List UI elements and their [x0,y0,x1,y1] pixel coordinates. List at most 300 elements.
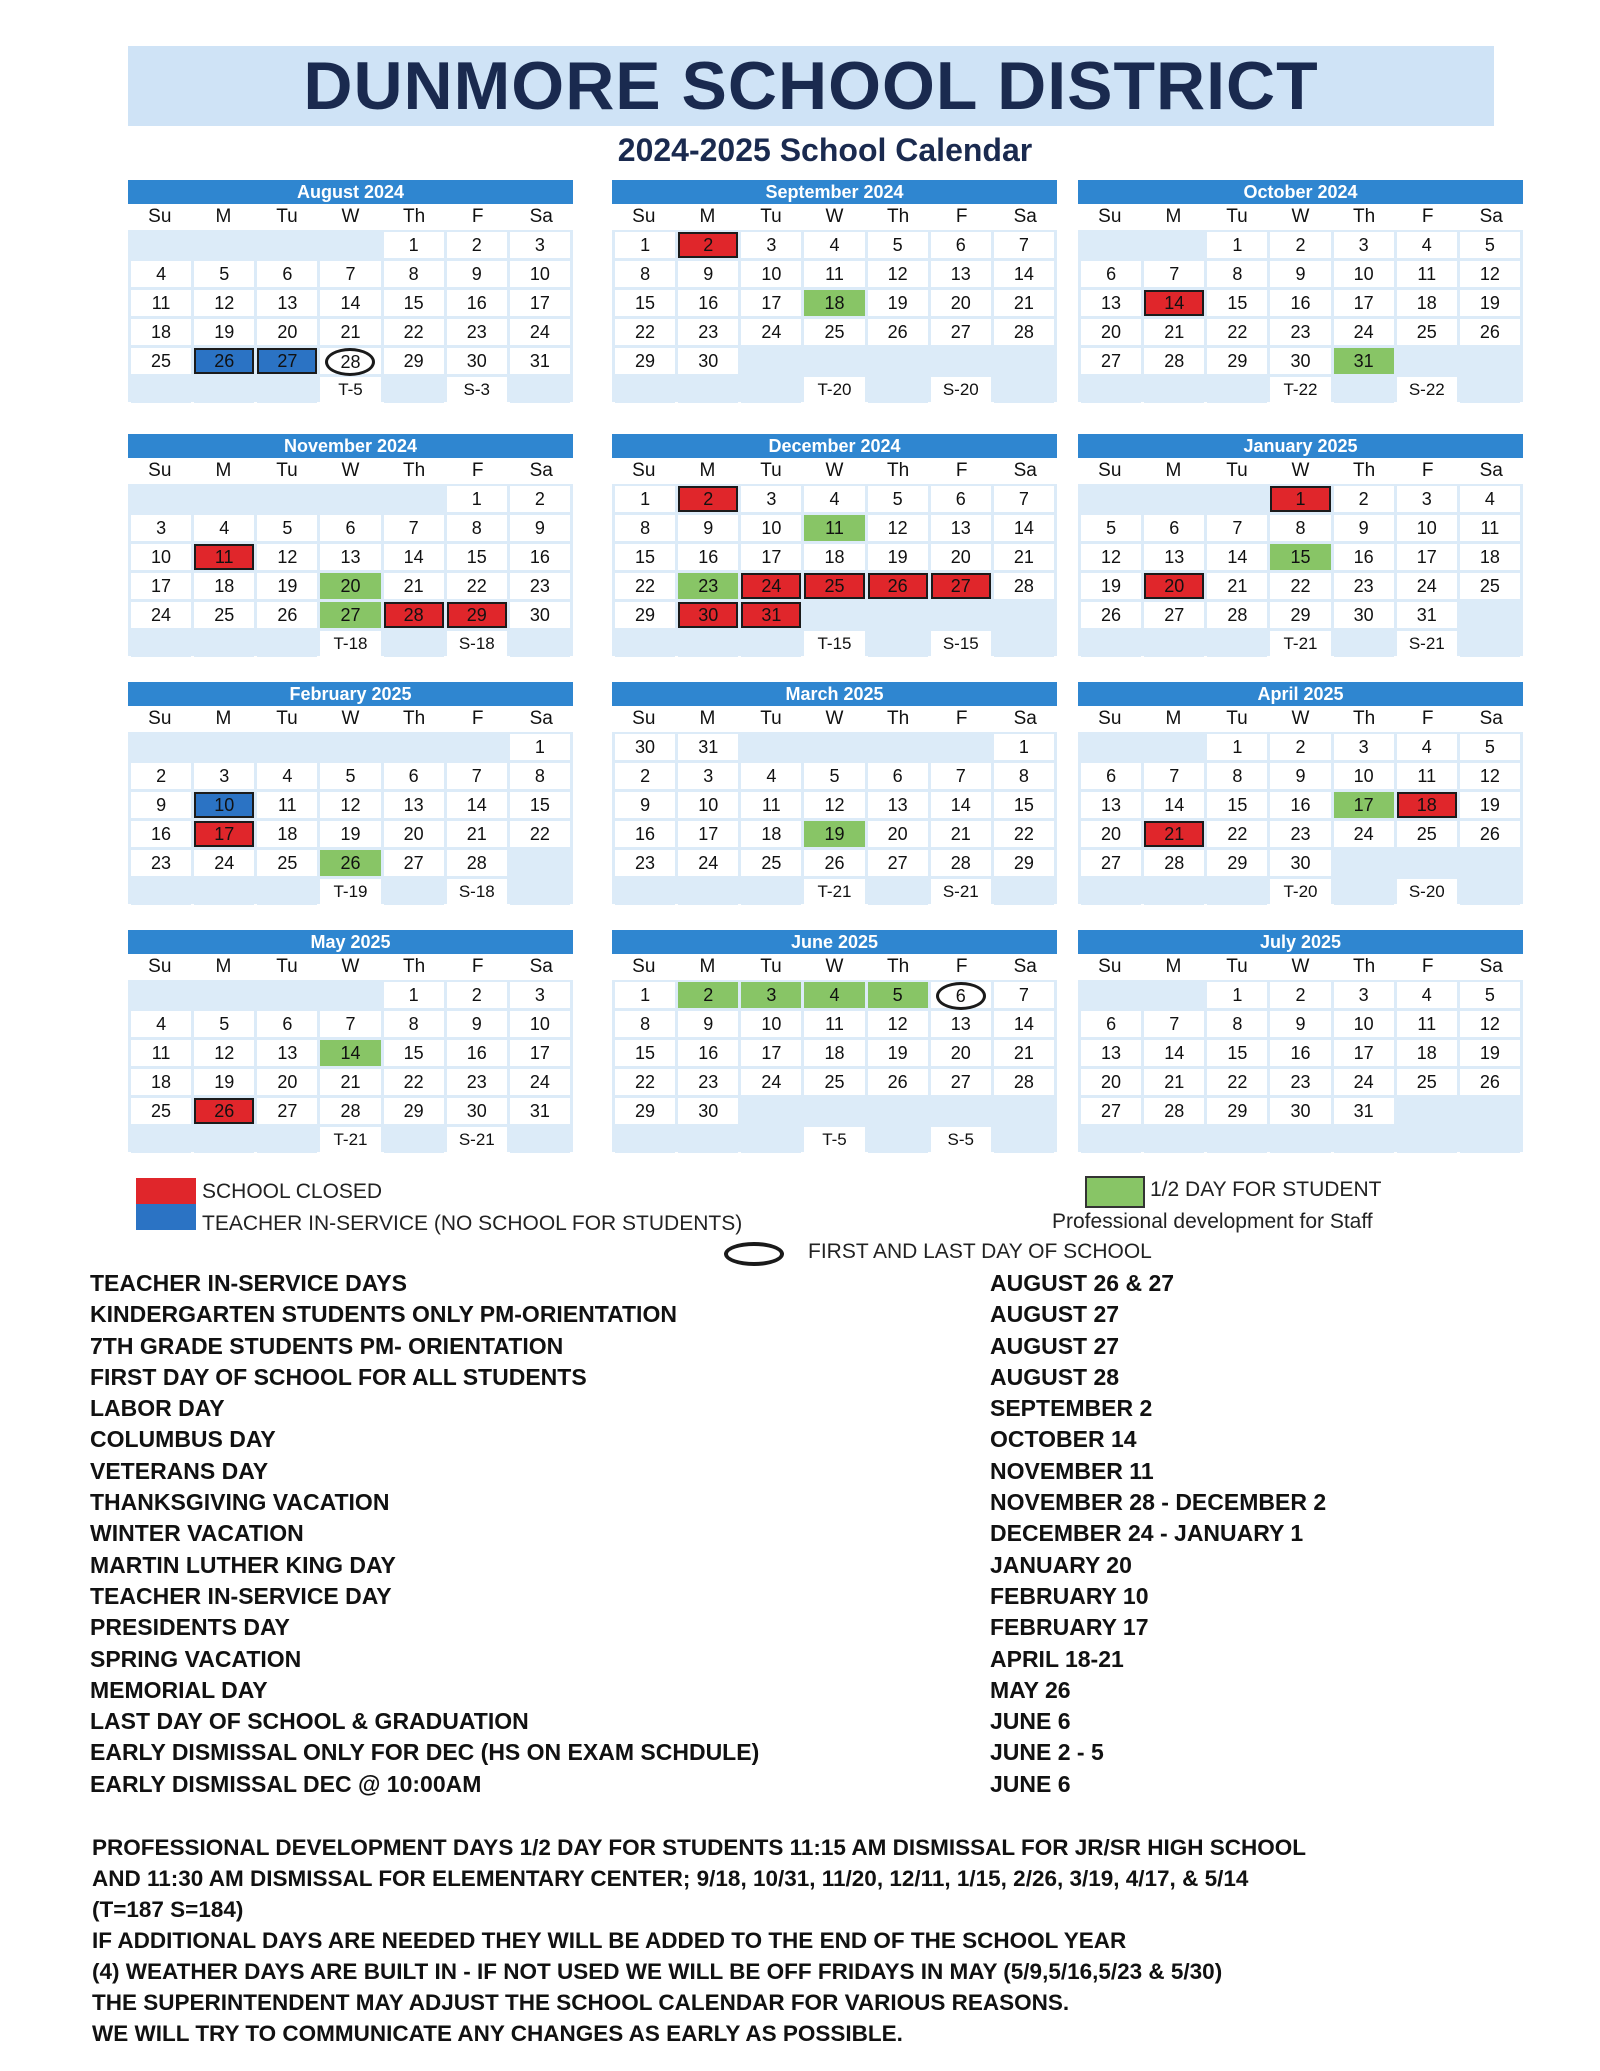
event-name: PRESIDENTS DAY [90,1614,290,1641]
day-cell: 7 [320,261,380,287]
empty-count-cell [678,1127,738,1153]
teacher-day-count: T-20 [1270,879,1330,905]
day-cell: 14 [447,792,507,818]
first-last-day-marker: 6 [936,982,986,1010]
day-cell: 25 [804,319,864,345]
empty-day [804,1098,864,1124]
day-cell: 9 [1270,1011,1330,1037]
empty-count-cell [1144,879,1204,905]
day-cell: 8 [1207,261,1267,287]
empty-count-cell [1207,1127,1267,1153]
day-cell: 9 [615,792,675,818]
month-calendar [1078,930,1523,1152]
weekday-label: Sa [529,708,553,729]
event-date: NOVEMBER 11 [990,1457,1154,1484]
weekday-label: Sa [1013,206,1037,227]
day-cell: 30 [1334,602,1394,628]
empty-count-cell [1334,1127,1394,1153]
empty-count-cell [1397,1127,1457,1153]
weekday-label: Sa [529,956,553,977]
weekday-header [128,458,573,484]
day-cell: 1 [1207,232,1267,258]
day-cell: 8 [1270,515,1330,541]
event-row [90,1550,1510,1581]
day-cell: 23 [447,319,507,345]
empty-count-cell [994,879,1054,905]
month-title: April 2025 [1078,682,1523,706]
day-cell: 13 [931,261,991,287]
day-cell: 15 [384,1040,444,1066]
weekday-label: Su [1098,708,1122,729]
day-cell: 16 [678,544,738,570]
day-cell: 18 [804,1040,864,1066]
empty-count-cell [194,1127,254,1153]
legend-first-last-oval [724,1242,784,1266]
day-cell: 17 [741,290,801,316]
weekday-label: M [699,460,716,481]
empty-day [741,348,801,374]
day-cell: 9 [447,1011,507,1037]
empty-day [804,348,864,374]
month-calendar [1078,682,1523,904]
day-cell: 20 [320,573,380,599]
day-cell: 25 [1397,1069,1457,1095]
empty-count-cell [257,377,317,403]
legend-professional-dev-label: Professional development for Staff [1052,1210,1373,1233]
day-cell: 22 [615,573,675,599]
events-list [90,1268,1510,1800]
empty-count-cell [131,631,191,657]
event-name: EARLY DISMISSAL DEC @ 10:00AM [90,1770,482,1797]
event-name: LAST DAY OF SCHOOL & GRADUATION [90,1708,529,1735]
empty-day [994,602,1054,628]
day-cell: 29 [1207,850,1267,876]
event-row [90,1675,1510,1706]
day-cell: 19 [1081,573,1141,599]
day-cell: 5 [804,763,864,789]
empty-count-cell [994,631,1054,657]
day-cell: 12 [1460,261,1520,287]
day-cell: 2 [678,982,738,1008]
teacher-day-count: T-20 [804,377,864,403]
event-date: AUGUST 26 & 27 [990,1270,1175,1296]
day-cell: 20 [931,544,991,570]
day-cell: 11 [804,1011,864,1037]
day-cell: 7 [1144,763,1204,789]
weekday-label: Sa [529,206,553,227]
weekday-label: W [825,206,844,227]
day-cell: 5 [1460,734,1520,760]
day-cell: 30 [447,348,507,374]
note-line: WE WILL TRY TO COMMUNICATE ANY CHANGES AS EARLY AS POSSIBLE. [92,2021,903,2046]
weekday-label: Sa [1479,708,1503,729]
day-cell: 1 [1207,982,1267,1008]
day-cell [320,348,380,374]
event-date: MAY 26 [990,1676,1071,1703]
day-cell: 1 [1207,734,1267,760]
student-day-count: S-21 [1397,631,1457,657]
empty-count-cell [257,879,317,905]
day-cell: 4 [741,763,801,789]
day-cell: 27 [384,850,444,876]
empty-count-cell [1081,377,1141,403]
day-cell: 17 [131,573,191,599]
empty-count-cell [384,631,444,657]
empty-count-cell [741,631,801,657]
event-name: VETERANS DAY [90,1457,269,1484]
day-cell: 9 [678,261,738,287]
month-calendar [612,180,1057,402]
day-cell: 2 [447,232,507,258]
month-title: March 2025 [612,682,1057,706]
day-cell: 25 [1460,573,1520,599]
day-cell: 8 [510,763,570,789]
empty-count-cell [678,631,738,657]
day-cell: 18 [131,319,191,345]
day-cell: 3 [678,763,738,789]
day-cell: 15 [1270,544,1330,570]
weekday-label: Tu [276,460,298,481]
day-cell: 4 [804,982,864,1008]
empty-day [384,734,444,760]
event-name: KINDERGARTEN STUDENTS ONLY PM-ORIENTATION [90,1301,677,1328]
teacher-day-count: T-21 [1270,631,1330,657]
day-cell: 24 [131,602,191,628]
event-row [90,1612,1510,1643]
teacher-day-count: T-19 [320,879,380,905]
day-cell: 15 [615,1040,675,1066]
weekday-header [612,706,1057,732]
day-cell: 26 [257,602,317,628]
day-cell: 4 [1397,982,1457,1008]
student-day-count: S-21 [447,1127,507,1153]
student-day-count: S-15 [931,631,991,657]
day-cell: 4 [1460,486,1520,512]
weekday-label: Su [632,708,656,729]
empty-count-cell [1460,377,1520,403]
day-cell: 6 [1144,515,1204,541]
day-cell: 5 [1081,515,1141,541]
day-cell: 6 [1081,763,1141,789]
day-cell: 15 [1207,1040,1267,1066]
month-title: November 2024 [128,434,573,458]
empty-count-cell [384,377,444,403]
day-cell: 21 [994,290,1054,316]
day-cell: 21 [1144,319,1204,345]
day-cell: 18 [1397,792,1457,818]
day-cell: 20 [1081,1069,1141,1095]
weekday-label: Th [886,956,910,977]
day-cell: 23 [678,573,738,599]
day-cell: 11 [131,290,191,316]
day-cell: 19 [804,821,864,847]
teacher-day-count: T-21 [804,879,864,905]
day-grid [128,982,573,1155]
legend-half-day-swatch [1085,1176,1145,1208]
day-cell: 21 [994,1040,1054,1066]
empty-count-cell [994,1127,1054,1153]
day-cell: 29 [384,1098,444,1124]
day-cell: 13 [931,515,991,541]
weekday-label: M [699,708,716,729]
day-cell: 7 [994,982,1054,1008]
weekday-header [612,204,1057,230]
event-name: 7TH GRADE STUDENTS PM- ORIENTATION [90,1332,564,1359]
empty-day [1460,1098,1520,1124]
day-cell: 17 [1334,792,1394,818]
day-cell: 21 [994,544,1054,570]
month-calendar [128,930,573,1152]
legend-closed-label: SCHOOL CLOSED [202,1180,383,1203]
day-cell: 16 [678,290,738,316]
weekday-label: Tu [760,708,782,729]
day-cell: 7 [994,232,1054,258]
day-cell: 9 [1270,261,1330,287]
day-cell: 2 [1270,734,1330,760]
day-cell: 27 [1081,348,1141,374]
weekday-label: Tu [760,460,782,481]
empty-day [931,602,991,628]
day-cell: 12 [194,290,254,316]
day-cell: 1 [510,734,570,760]
day-cell: 13 [1144,544,1204,570]
student-day-count: S-5 [931,1127,991,1153]
day-cell: 11 [257,792,317,818]
empty-day [1144,232,1204,258]
event-row [90,1424,1510,1455]
student-day-count: S-18 [447,631,507,657]
day-cell: 26 [320,850,380,876]
day-cell: 28 [320,1098,380,1124]
weekday-label: W [341,708,360,729]
day-cell: 15 [447,544,507,570]
weekday-label: Sa [1479,460,1503,481]
day-grid [1078,232,1523,405]
day-cell: 30 [678,348,738,374]
day-cell: 3 [741,982,801,1008]
day-cell: 6 [931,486,991,512]
month-calendar [1078,434,1523,656]
empty-count-cell [678,879,738,905]
event-name: SPRING VACATION [90,1645,302,1672]
day-cell: 6 [1081,261,1141,287]
month-title: August 2024 [128,180,573,204]
day-cell: 9 [1270,763,1330,789]
day-cell: 20 [1081,319,1141,345]
day-cell: 31 [678,734,738,760]
day-cell: 16 [447,290,507,316]
empty-day [804,602,864,628]
day-cell: 1 [384,232,444,258]
empty-day [257,982,317,1008]
day-cell: 2 [447,982,507,1008]
event-row [90,1362,1510,1393]
day-cell: 7 [994,486,1054,512]
day-cell: 28 [384,602,444,628]
weekday-label: M [699,956,716,977]
day-cell: 18 [194,573,254,599]
empty-count-cell [1207,879,1267,905]
note-line: THE SUPERINTENDENT MAY ADJUST THE SCHOOL CALENDAR FOR VARIOUS REASONS. [92,1990,1070,2015]
day-cell: 27 [1081,1098,1141,1124]
day-cell: 28 [1144,1098,1204,1124]
weekday-label: W [1291,956,1310,977]
teacher-day-count: T-5 [804,1127,864,1153]
day-cell: 30 [1270,850,1330,876]
day-cell: 17 [741,544,801,570]
empty-day [131,982,191,1008]
empty-count-cell [1144,631,1204,657]
day-cell: 14 [931,792,991,818]
day-cell: 15 [384,290,444,316]
weekday-label: M [215,708,232,729]
empty-count-cell [1460,631,1520,657]
day-cell: 12 [194,1040,254,1066]
empty-day [257,734,317,760]
day-cell: 11 [1397,261,1457,287]
day-cell: 10 [510,1011,570,1037]
weekday-label: W [825,708,844,729]
month-title: July 2025 [1078,930,1523,954]
day-cell: 11 [741,792,801,818]
event-name: COLUMBUS DAY [90,1426,276,1453]
day-grid [1078,734,1523,907]
empty-day [131,734,191,760]
empty-day [257,232,317,258]
day-cell: 23 [678,1069,738,1095]
day-cell: 17 [1334,1040,1394,1066]
event-date: DECEMBER 24 - JANUARY 1 [990,1520,1304,1547]
weekday-label: Sa [1013,460,1037,481]
event-name: MEMORIAL DAY [90,1676,268,1703]
day-cell: 12 [1460,1011,1520,1037]
empty-count-cell [510,631,570,657]
weekday-label: M [1165,206,1182,227]
day-cell: 26 [868,319,928,345]
day-cell: 1 [994,734,1054,760]
day-cell: 21 [320,319,380,345]
weekday-label: Su [1098,460,1122,481]
empty-day [131,486,191,512]
month-title: May 2025 [128,930,573,954]
weekday-label: Tu [276,708,298,729]
day-cell: 19 [320,821,380,847]
empty-count-cell [678,377,738,403]
weekday-label: Tu [760,956,782,977]
day-cell: 3 [510,232,570,258]
day-cell: 12 [1081,544,1141,570]
day-cell: 6 [257,261,317,287]
legend-inservice-label: TEACHER IN-SERVICE (NO SCHOOL FOR STUDENTS) [202,1212,743,1235]
day-cell: 20 [1081,821,1141,847]
weekday-label: F [471,708,484,729]
weekday-label: Su [148,708,172,729]
day-cell: 29 [1207,1098,1267,1124]
weekday-header [128,204,573,230]
day-cell: 27 [257,1098,317,1124]
day-cell: 16 [447,1040,507,1066]
weekday-label: Th [402,956,426,977]
day-cell: 24 [510,319,570,345]
day-cell: 27 [931,319,991,345]
day-cell: 5 [868,232,928,258]
day-cell: 30 [510,602,570,628]
day-cell: 9 [131,792,191,818]
day-cell: 16 [678,1040,738,1066]
event-row [90,1299,1510,1330]
month-calendar [612,930,1057,1152]
weekday-label: F [1421,206,1434,227]
weekday-label: Sa [1013,708,1037,729]
day-cell: 2 [1334,486,1394,512]
day-cell: 2 [131,763,191,789]
weekday-label: W [341,206,360,227]
day-cell: 10 [1334,261,1394,287]
weekday-label: Su [148,206,172,227]
teacher-day-count: T-5 [320,377,380,403]
day-grid [1078,486,1523,659]
day-cell: 21 [384,573,444,599]
day-cell: 27 [868,850,928,876]
empty-count-cell [510,1127,570,1153]
student-day-count: S-20 [1397,879,1457,905]
day-cell: 7 [931,763,991,789]
empty-day [1081,982,1141,1008]
empty-count-cell [1081,879,1141,905]
day-cell: 8 [447,515,507,541]
empty-count-cell [868,879,928,905]
empty-count-cell [994,377,1054,403]
day-cell: 4 [1397,232,1457,258]
month-title: September 2024 [612,180,1057,204]
empty-count-cell [1334,631,1394,657]
weekday-label: F [471,460,484,481]
empty-day [320,232,380,258]
day-cell: 7 [447,763,507,789]
day-cell: 1 [384,982,444,1008]
day-cell: 5 [868,486,928,512]
empty-count-cell [384,1127,444,1153]
empty-count-cell [1207,631,1267,657]
day-cell: 17 [1397,544,1457,570]
day-cell: 10 [131,544,191,570]
day-cell: 27 [1144,602,1204,628]
empty-day [320,486,380,512]
event-date: APRIL 18-21 [990,1645,1124,1672]
day-cell: 31 [1397,602,1457,628]
day-cell: 27 [320,602,380,628]
event-date: SEPTEMBER 2 [990,1395,1153,1422]
empty-count-cell [615,377,675,403]
day-cell: 14 [994,1011,1054,1037]
day-cell: 17 [678,821,738,847]
day-cell: 12 [1460,763,1520,789]
empty-day [804,734,864,760]
day-cell: 22 [994,821,1054,847]
day-cell: 16 [510,544,570,570]
day-cell: 28 [1207,602,1267,628]
day-cell: 17 [741,1040,801,1066]
empty-day [994,348,1054,374]
empty-count-cell [741,377,801,403]
weekday-label: Tu [760,206,782,227]
month-title: February 2025 [128,682,573,706]
day-cell: 13 [1081,1040,1141,1066]
day-cell: 18 [131,1069,191,1095]
day-cell: 3 [1334,982,1394,1008]
weekday-label: Su [1098,956,1122,977]
day-cell: 22 [1270,573,1330,599]
